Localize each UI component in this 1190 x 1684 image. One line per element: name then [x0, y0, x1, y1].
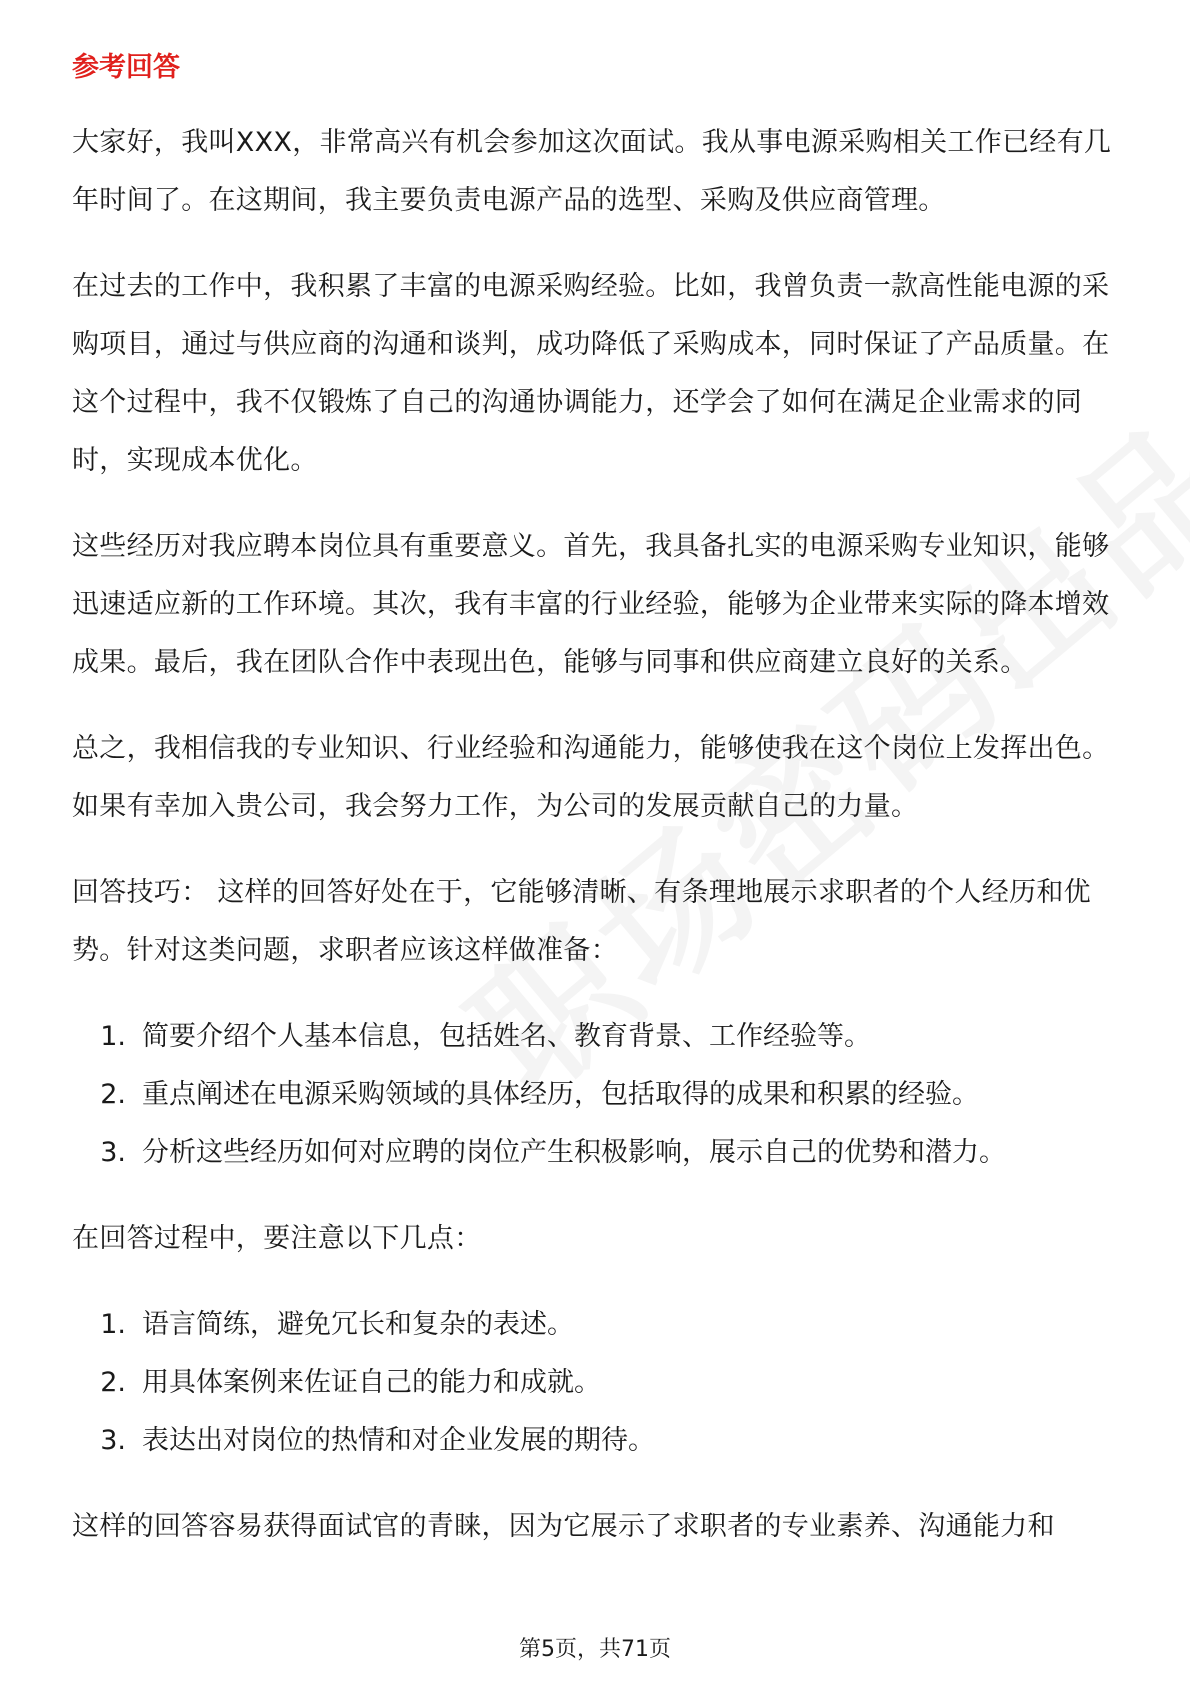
- list-item: [72, 1008, 1122, 1066]
- page-footer: 第5页，共71页: [519, 1637, 671, 1662]
- list-item: [72, 1354, 1122, 1412]
- paragraph-intro: 大家好，我叫XXX，非常高兴有机会参加这次面试。我从事电源采购相关工作已经有几年时间了。在这期间，我主要负责电源产品的选型、采购及供应商管理。: [72, 127, 1112, 216]
- list-text: 语言简练，避免冗长和复杂的表述。: [142, 1309, 574, 1340]
- paragraph-notes-intro: 在回答过程中，要注意以下几点：: [72, 1223, 482, 1254]
- paragraph-closing: 这样的回答容易获得面试官的青睐，因为它展示了求职者的专业素养、沟通能力和: [72, 1511, 1055, 1542]
- section-title: 参考回答: [72, 52, 180, 83]
- list-text: 简要介绍个人基本信息，包括姓名、教育背景、工作经验等。: [142, 1021, 871, 1052]
- paragraph-tips: 回答技巧： 这样的回答好处在于，它能够清晰、有条理地展示求职者的个人经历和优势。针对这类问题，求职者应该这样做准备：: [72, 877, 1091, 966]
- list-number: 1.: [100, 1021, 126, 1052]
- list-number: 2.: [100, 1367, 126, 1398]
- paragraph-significance: 这些经历对我应聘本岗位具有重要意义。首先，我具备扎实的电源采购专业知识，能够迅速适应新的工作环境。其次，我有丰富的行业经验，能够为企业带来实际的降本增效成果。最后，我在团队合作中表现出色，能够与同事和供应商建立良好的关系。: [72, 531, 1110, 678]
- paragraph-summary: 总之，我相信我的专业知识、行业经验和沟通能力，能够使我在这个岗位上发挥出色。如果有幸加入贵公司，我会努力工作，为公司的发展贡献自己的力量。: [72, 733, 1110, 822]
- list-item: [72, 1412, 1122, 1470]
- list-text: 分析这些经历如何对应聘的岗位产生积极影响，展示自己的优势和潜力。: [142, 1137, 1006, 1168]
- list-item: [72, 1296, 1122, 1354]
- list-number: 1.: [100, 1309, 126, 1340]
- list-number: 3.: [100, 1425, 126, 1456]
- list-number: 3.: [100, 1137, 126, 1168]
- paragraph-experience: 在过去的工作中，我积累了丰富的电源采购经验。比如，我曾负责一款高性能电源的采购项目，通过与供应商的沟通和谈判，成功降低了采购成本，同时保证了产品质量。在这个过程中，我不仅锻炼了自己的沟通协调能力，还学会了如何在满足企业需求的同时，实现成本优化。: [72, 271, 1110, 476]
- list-number: 2.: [100, 1079, 126, 1110]
- list-item: [72, 1066, 1122, 1124]
- list-text: 用具体案例来佐证自己的能力和成就。: [142, 1367, 601, 1398]
- prep-list: [72, 1008, 1122, 1182]
- notes-list: [72, 1296, 1122, 1470]
- document-content: [72, 48, 1122, 1584]
- list-text: 重点阐述在电源采购领域的具体经历，包括取得的成果和积累的经验。: [142, 1079, 979, 1110]
- list-text: 表达出对岗位的热情和对企业发展的期待。: [142, 1425, 655, 1456]
- list-item: [72, 1124, 1122, 1182]
